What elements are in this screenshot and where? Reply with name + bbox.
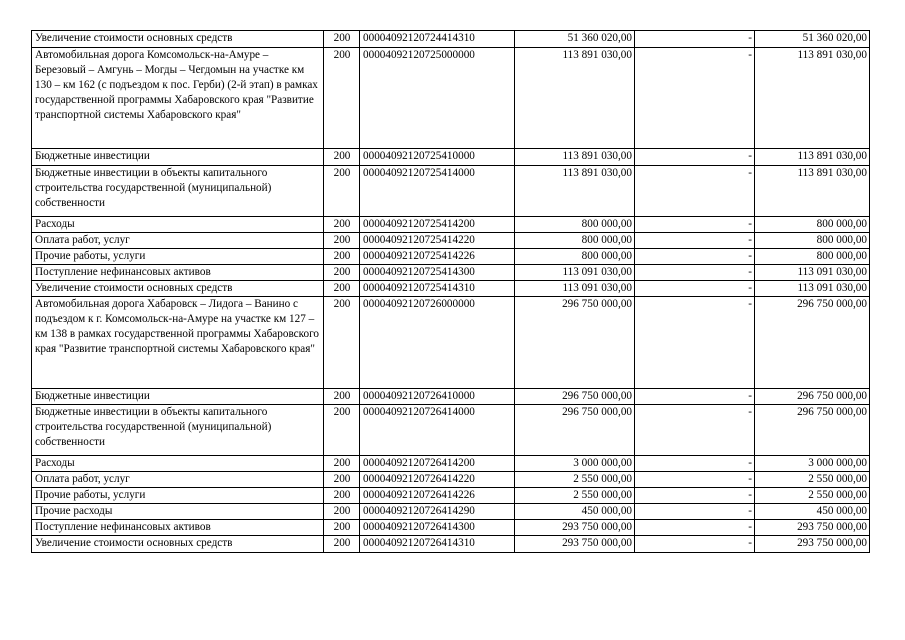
row-classification-code: 00004092120725414000: [360, 166, 515, 217]
row-classification-code: 00004092120725410000: [360, 149, 515, 166]
row-classification-code: 00004092120725414226: [360, 249, 515, 265]
row-remaining-amount: 51 360 020,00: [755, 31, 870, 48]
row-classification-code: 00004092120724414310: [360, 31, 515, 48]
table-row: [32, 217, 870, 233]
row-line-code: 200: [324, 217, 360, 233]
row-classification-code: 00004092120726414290: [360, 504, 515, 520]
row-executed-amount: -: [635, 249, 755, 265]
table-row: [32, 149, 870, 166]
row-classification-code: 00004092120726414310: [360, 536, 515, 553]
row-remaining-amount: 3 000 000,00: [755, 456, 870, 472]
row-line-code: 200: [324, 472, 360, 488]
row-line-code: 200: [324, 166, 360, 217]
row-classification-code: 00004092120726000000: [360, 297, 515, 389]
table-row: [32, 456, 870, 472]
row-name: Оплата работ, услуг: [32, 472, 324, 488]
row-executed-amount: -: [635, 281, 755, 297]
row-classification-code: 00004092120726414000: [360, 405, 515, 456]
row-executed-amount: -: [635, 488, 755, 504]
row-approved-amount: 3 000 000,00: [515, 456, 635, 472]
row-name: Расходы: [32, 456, 324, 472]
table-row: [32, 488, 870, 504]
row-line-code: 200: [324, 456, 360, 472]
row-executed-amount: -: [635, 389, 755, 405]
row-remaining-amount: 113 891 030,00: [755, 166, 870, 217]
table-row: [32, 249, 870, 265]
row-executed-amount: -: [635, 472, 755, 488]
row-executed-amount: -: [635, 520, 755, 536]
table-row: [32, 31, 870, 48]
row-line-code: 200: [324, 488, 360, 504]
row-name: Поступление нефинансовых активов: [32, 265, 324, 281]
row-classification-code: 00004092120726410000: [360, 389, 515, 405]
row-executed-amount: -: [635, 166, 755, 217]
row-line-code: 200: [324, 504, 360, 520]
row-approved-amount: 113 891 030,00: [515, 149, 635, 166]
row-executed-amount: -: [635, 31, 755, 48]
row-remaining-amount: 296 750 000,00: [755, 297, 870, 389]
row-approved-amount: 800 000,00: [515, 249, 635, 265]
table-row: [32, 166, 870, 217]
row-line-code: 200: [324, 31, 360, 48]
row-remaining-amount: 296 750 000,00: [755, 405, 870, 456]
row-name: Прочие работы, услуги: [32, 488, 324, 504]
row-classification-code: 00004092120726414300: [360, 520, 515, 536]
row-executed-amount: -: [635, 405, 755, 456]
row-name: Увеличение стоимости основных средств: [32, 281, 324, 297]
row-remaining-amount: 800 000,00: [755, 217, 870, 233]
row-line-code: 200: [324, 233, 360, 249]
row-approved-amount: 2 550 000,00: [515, 488, 635, 504]
row-approved-amount: 113 891 030,00: [515, 48, 635, 149]
budget-execution-table: [31, 30, 870, 553]
row-executed-amount: -: [635, 233, 755, 249]
row-name: Бюджетные инвестиции в объекты капитального строительства государственной (муниципальной) собственности: [32, 166, 324, 217]
row-remaining-amount: 113 091 030,00: [755, 281, 870, 297]
table-row: [32, 389, 870, 405]
table-row: [32, 504, 870, 520]
row-approved-amount: 296 750 000,00: [515, 389, 635, 405]
row-classification-code: 00004092120725414220: [360, 233, 515, 249]
row-remaining-amount: 296 750 000,00: [755, 389, 870, 405]
row-line-code: 200: [324, 48, 360, 149]
row-name: Прочие расходы: [32, 504, 324, 520]
row-name: Автомобильная дорога Комсомольск-на-Амуре – Березовый – Амгунь – Могды – Чегдомын на участке км 130 – км 162 (с подъездом к пос. Герби) (2-й этап) в рамках государственной программы Хабаровского края "Развитие транспортной системы Хабаровского края": [32, 48, 324, 149]
table-row: [32, 48, 870, 149]
row-remaining-amount: 113 891 030,00: [755, 149, 870, 166]
row-name: Увеличение стоимости основных средств: [32, 536, 324, 553]
row-remaining-amount: 293 750 000,00: [755, 520, 870, 536]
row-name: Оплата работ, услуг: [32, 233, 324, 249]
row-name: Расходы: [32, 217, 324, 233]
row-executed-amount: -: [635, 48, 755, 149]
row-approved-amount: 800 000,00: [515, 233, 635, 249]
row-classification-code: 00004092120725414300: [360, 265, 515, 281]
table-row: [32, 281, 870, 297]
row-remaining-amount: 800 000,00: [755, 233, 870, 249]
row-approved-amount: 296 750 000,00: [515, 405, 635, 456]
row-classification-code: 00004092120726414200: [360, 456, 515, 472]
row-executed-amount: -: [635, 149, 755, 166]
row-approved-amount: 296 750 000,00: [515, 297, 635, 389]
row-line-code: 200: [324, 520, 360, 536]
row-executed-amount: -: [635, 217, 755, 233]
row-remaining-amount: 293 750 000,00: [755, 536, 870, 553]
table-row: [32, 265, 870, 281]
row-line-code: 200: [324, 405, 360, 456]
row-remaining-amount: 800 000,00: [755, 249, 870, 265]
row-executed-amount: -: [635, 536, 755, 553]
row-remaining-amount: 113 891 030,00: [755, 48, 870, 149]
row-name: Увеличение стоимости основных средств: [32, 31, 324, 48]
row-name: Бюджетные инвестиции в объекты капитального строительства государственной (муниципальной) собственности: [32, 405, 324, 456]
row-classification-code: 00004092120726414220: [360, 472, 515, 488]
row-classification-code: 00004092120725000000: [360, 48, 515, 149]
row-approved-amount: 113 891 030,00: [515, 166, 635, 217]
row-approved-amount: 293 750 000,00: [515, 520, 635, 536]
row-approved-amount: 113 091 030,00: [515, 281, 635, 297]
row-name: Бюджетные инвестиции: [32, 149, 324, 166]
row-classification-code: 00004092120725414200: [360, 217, 515, 233]
row-name: Автомобильная дорога Хабаровск – Лидога – Ванино с подъездом к г. Комсомольск-на-Амуре на участке км 127 – км 138 в рамках государственной программы Хабаровского края "Развитие транспортной системы Хабаровского края": [32, 297, 324, 389]
row-classification-code: 00004092120726414226: [360, 488, 515, 504]
row-remaining-amount: 2 550 000,00: [755, 472, 870, 488]
table-row: [32, 297, 870, 389]
row-name: Бюджетные инвестиции: [32, 389, 324, 405]
row-line-code: 200: [324, 249, 360, 265]
row-approved-amount: 450 000,00: [515, 504, 635, 520]
table-row: [32, 233, 870, 249]
row-approved-amount: 51 360 020,00: [515, 31, 635, 48]
table-row: [32, 405, 870, 456]
row-line-code: 200: [324, 265, 360, 281]
row-line-code: 200: [324, 281, 360, 297]
row-executed-amount: -: [635, 297, 755, 389]
row-approved-amount: 113 091 030,00: [515, 265, 635, 281]
table-row: [32, 472, 870, 488]
row-remaining-amount: 113 091 030,00: [755, 265, 870, 281]
row-line-code: 200: [324, 297, 360, 389]
row-name: Поступление нефинансовых активов: [32, 520, 324, 536]
row-line-code: 200: [324, 536, 360, 553]
row-executed-amount: -: [635, 456, 755, 472]
row-name: Прочие работы, услуги: [32, 249, 324, 265]
row-remaining-amount: 450 000,00: [755, 504, 870, 520]
row-approved-amount: 2 550 000,00: [515, 472, 635, 488]
row-executed-amount: -: [635, 504, 755, 520]
row-remaining-amount: 2 550 000,00: [755, 488, 870, 504]
row-executed-amount: -: [635, 265, 755, 281]
table-row: [32, 536, 870, 553]
row-line-code: 200: [324, 149, 360, 166]
row-approved-amount: 800 000,00: [515, 217, 635, 233]
row-classification-code: 00004092120725414310: [360, 281, 515, 297]
row-approved-amount: 293 750 000,00: [515, 536, 635, 553]
table-row: [32, 520, 870, 536]
row-line-code: 200: [324, 389, 360, 405]
